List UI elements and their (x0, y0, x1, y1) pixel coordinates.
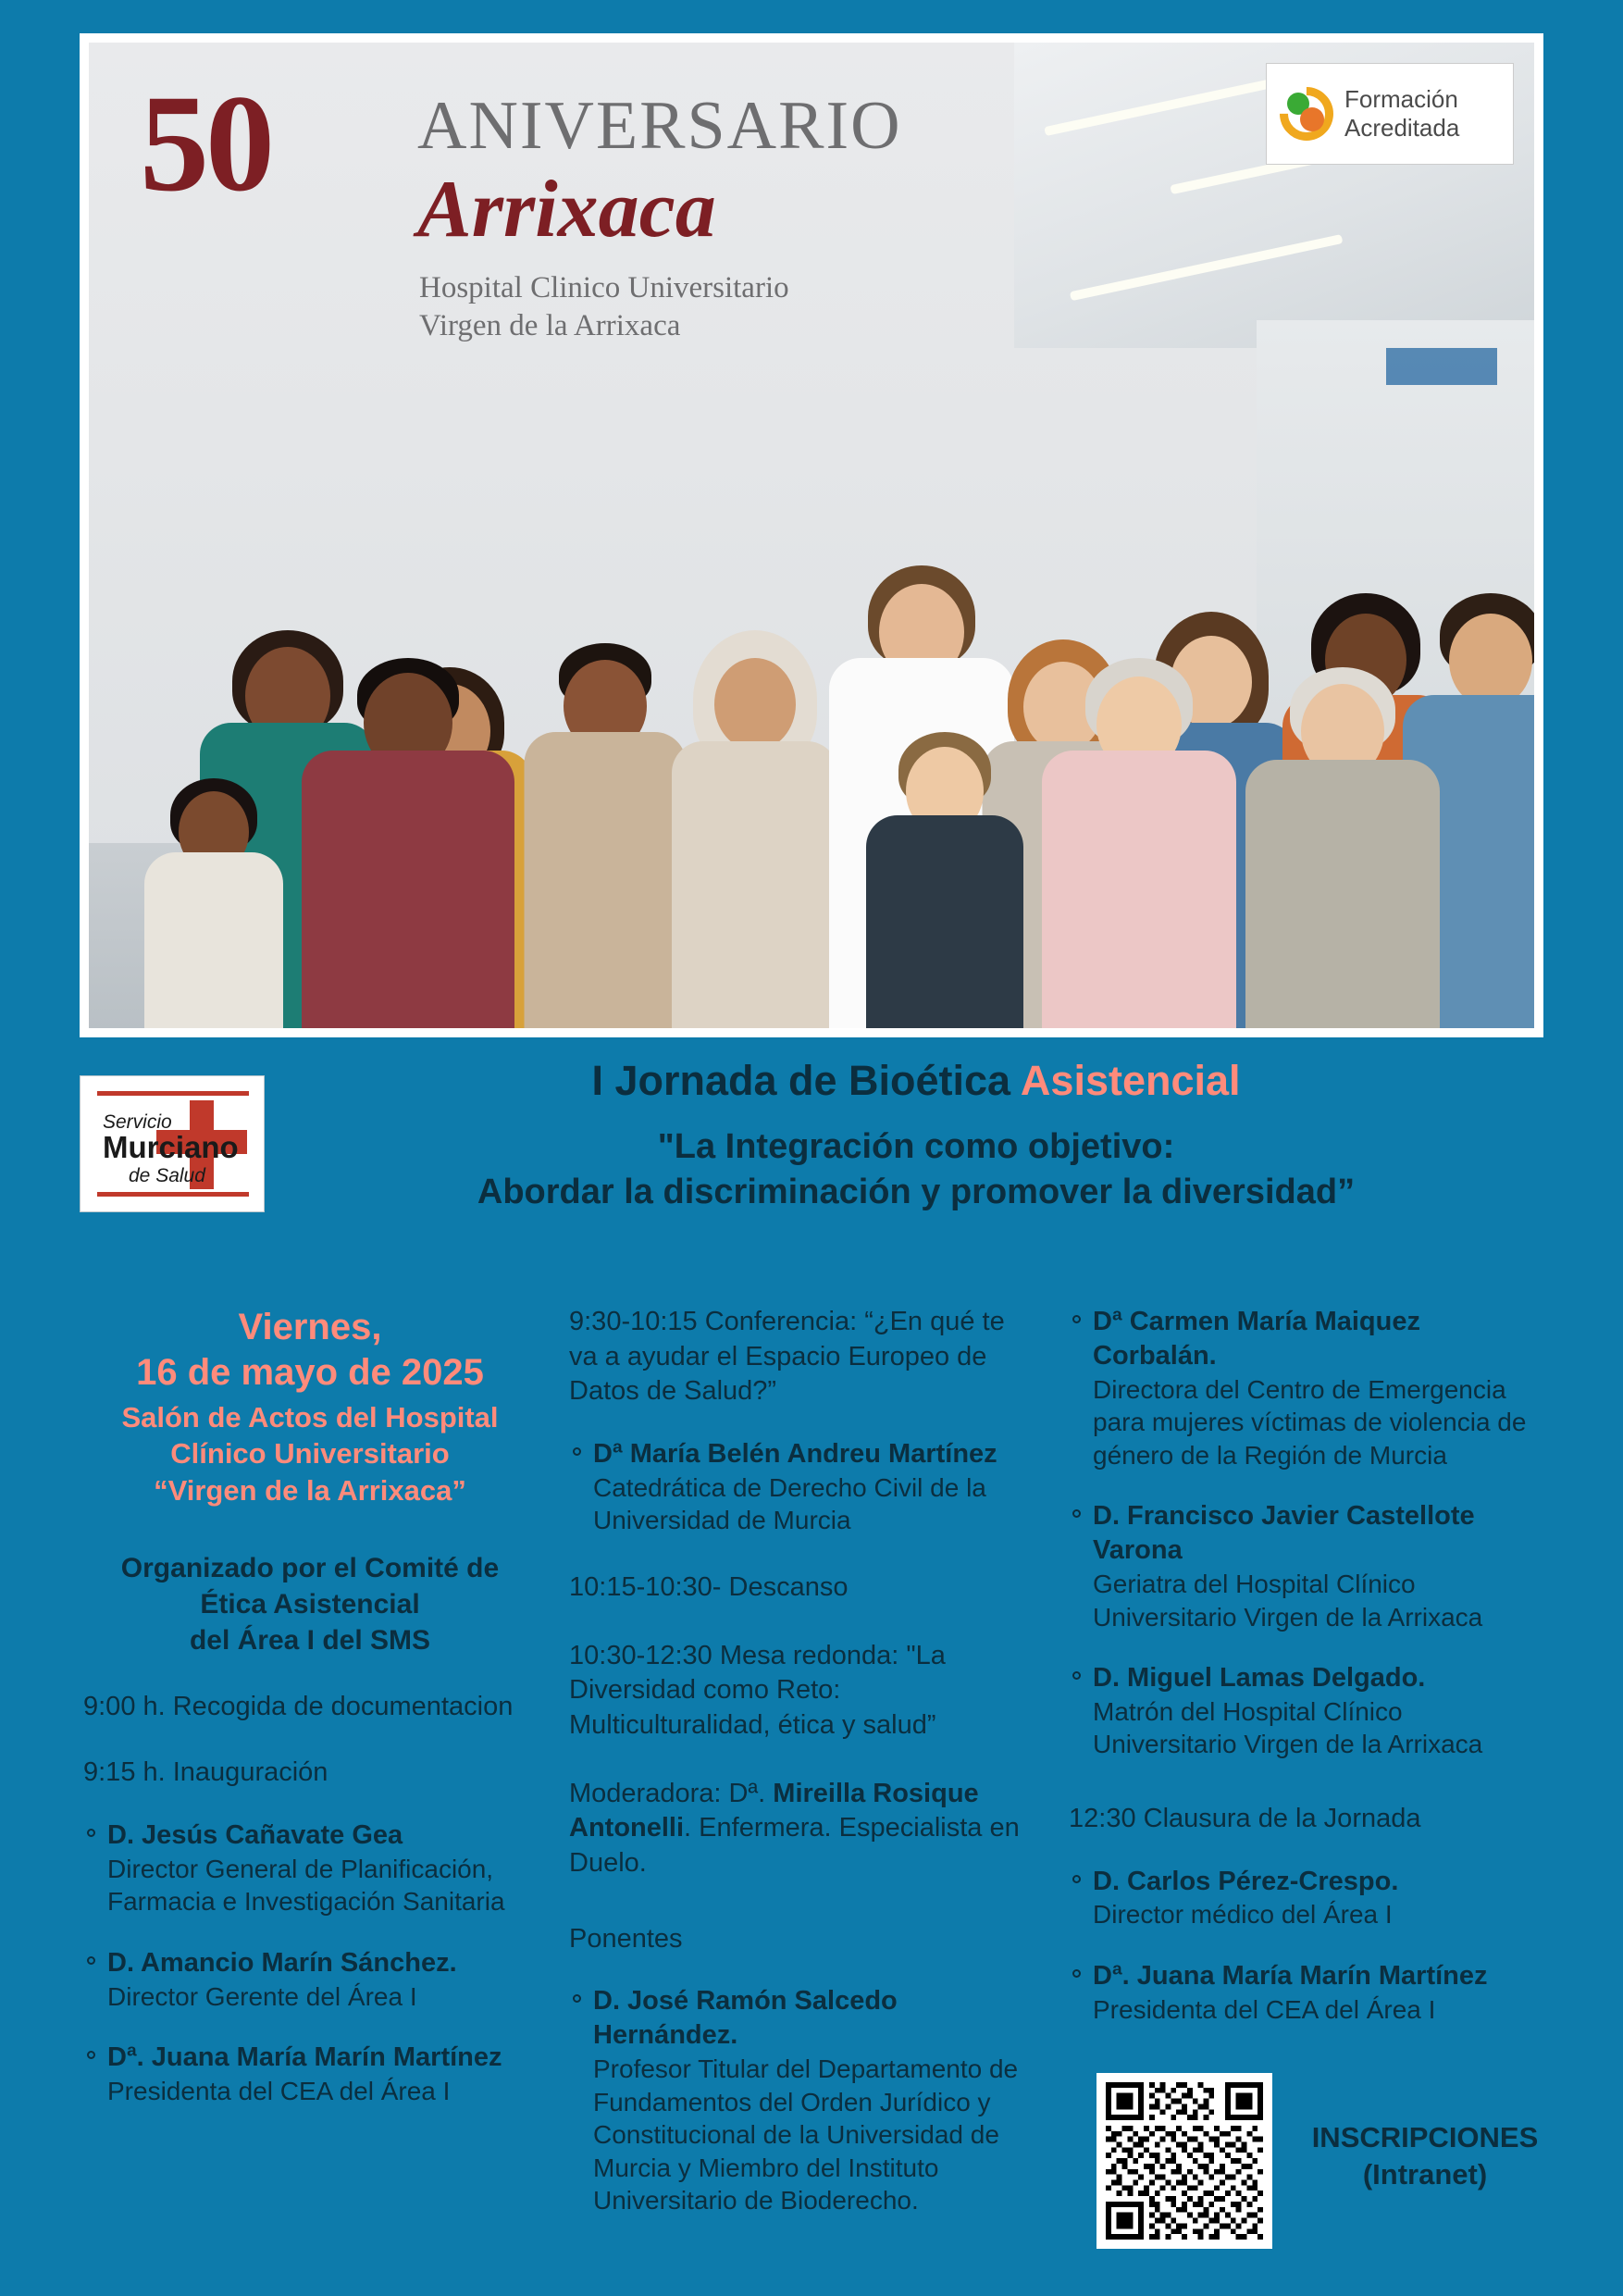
list-item (83, 1946, 537, 2013)
agenda-conference: 9:30-10:15 Conferencia: “¿En qué te va a ayudar el Espacio Europeo de Datos de Salud?” (569, 1307, 1005, 1407)
venue-line3: “Virgen de la Arrixaca” (154, 1473, 466, 1507)
person-senior (1245, 667, 1440, 1028)
anniversary-word: ANIVERSARIO (417, 88, 902, 164)
organizer-line1: Organizado por el Comité de (120, 1552, 500, 1583)
corridor-door (1386, 348, 1497, 385)
page-subtitle (278, 1124, 1555, 1214)
panelists-label: Ponentes (569, 1923, 683, 1954)
list-item (1069, 1959, 1550, 2026)
speaker-name: Dª Carmen María Maiquez Corbalán. (1093, 1307, 1420, 1371)
person (524, 639, 686, 1028)
column-event-info (83, 1305, 537, 2108)
list-item (1069, 1865, 1550, 1931)
venue-line1: Salón de Actos del Hospital (121, 1400, 499, 1433)
person-senior (1042, 658, 1236, 1028)
moderator-prefix: Moderadora: Dª. (569, 1778, 774, 1808)
event-date-line1: Viernes, (238, 1307, 382, 1347)
logo-line-bottom (97, 1192, 249, 1197)
speaker-role: Matrón del Hospital Clínico Universitario Virgen de la Arrixaca (1093, 1696, 1483, 1759)
bullet-icon (87, 2051, 95, 2059)
venue-line2: Clínico Universitario (170, 1437, 450, 1471)
logo-line-top (97, 1091, 249, 1096)
event-venue (83, 1399, 537, 1509)
speaker-role: Catedrática de Derecho Civil de la Universidad de Murcia (593, 1472, 986, 1535)
roundtable-moderator (569, 1777, 1027, 1881)
speaker-name: D. Amancio Marín Sánchez. (107, 1947, 457, 1978)
accreditation-logo-icon (1280, 87, 1333, 141)
sms-logo (80, 1075, 265, 1212)
hospital-full-name (419, 269, 789, 346)
event-date (83, 1305, 537, 1396)
speaker-name: D. Miguel Lamas Delgado. (1093, 1663, 1426, 1694)
moderator-role: . Enfermera. Especialista en Duelo. (569, 1813, 1020, 1879)
organizer-line2: Ética Asistencial (200, 1588, 420, 1620)
sms-word3: de Salud (129, 1165, 205, 1186)
registration-label (1291, 2119, 1559, 2194)
person-child (144, 778, 283, 1028)
page-subtitle-line2: Abordar la discriminación y promover la diversidad” (477, 1172, 1356, 1211)
page-subtitle-line1: "La Integración como objetivo: (657, 1127, 1175, 1166)
list-item (83, 1818, 537, 1918)
speaker-name: D. José Ramón Salcedo Hernández. (593, 1986, 898, 2051)
list-item (569, 1984, 1027, 2216)
speaker-role: Profesor Titular del Departamento de Fundamentos del Orden Jurídico y Constitucional de la Universidad de Murcia y Miembro del Instituto Universitario de Bioderecho. (593, 2054, 1019, 2215)
speaker-name: Dª María Belén Andreu Martínez (593, 1439, 997, 1470)
sms-word2: Murciano (103, 1130, 239, 1164)
agenda-closing: 12:30 Clausura de la Jornada (1069, 1803, 1421, 1833)
list-item (1069, 1661, 1550, 1761)
speaker-role: Geriatra del Hospital Clínico Universitario Virgen de la Arrixaca (1093, 1569, 1483, 1632)
hospital-full-line2: Virgen de la Arrixaca (419, 309, 681, 343)
person (672, 630, 838, 1028)
list-item (1069, 1499, 1550, 1633)
person-child (866, 732, 1023, 1028)
event-date-line2: 16 de mayo de 2025 (136, 1351, 484, 1393)
accreditation-badge (1266, 63, 1514, 165)
bullet-icon (1072, 1315, 1081, 1323)
accreditation-line1: Formación (1344, 85, 1458, 114)
column-program-morning (569, 1305, 1027, 2217)
speaker-role: Director General de Planificación, Farmacia e Investigación Sanitaria (107, 1854, 505, 1917)
speaker-role: Director Gerente del Área I (107, 1981, 417, 2011)
bullet-icon (573, 1447, 581, 1456)
accreditation-line2: Acreditada (1344, 114, 1460, 142)
moderator-name: Mireilla Rosique Antonelli (569, 1778, 979, 1843)
speaker-name: D. Francisco Javier Castellote Varona (1093, 1501, 1475, 1566)
bullet-icon (1072, 1875, 1081, 1883)
bullet-icon (1072, 1671, 1081, 1680)
agenda-item-opening: 9:15 h. Inauguración (83, 1757, 328, 1788)
bullet-icon (573, 1994, 581, 2003)
accreditation-text (1344, 85, 1459, 142)
agenda-break: 10:15-10:30- Descanso (569, 1571, 849, 1602)
page-title-prefix: I Jornada de Bioética (591, 1057, 1021, 1104)
bullet-icon (87, 1956, 95, 1965)
page-title (278, 1057, 1555, 1105)
people-group-photo (89, 380, 1534, 1028)
list-item (569, 1437, 1027, 1537)
speaker-role: Director médico del Área I (1093, 1900, 1393, 1930)
list-item (1069, 1305, 1550, 1471)
speaker-name: Dª. Juana María Marín Martínez (1093, 1961, 1488, 1992)
qr-code[interactable] (1096, 2073, 1272, 2249)
column-program-panelists (1069, 1305, 1550, 2026)
registration-line2: (Intranet) (1362, 2158, 1488, 2191)
hospital-full-line1: Hospital Clinico Universitario (419, 271, 789, 304)
page-title-accent: Asistencial (1020, 1057, 1241, 1104)
registration-line1: INSCRIPCIONES (1311, 2121, 1539, 2153)
anniversary-number: 50 (140, 67, 271, 220)
bullet-icon (87, 1829, 95, 1837)
speaker-role: Presidenta del CEA del Área I (1093, 1994, 1436, 2024)
speaker-name: D. Carlos Pérez-Crespo. (1093, 1866, 1399, 1896)
hospital-short-name: Arrixaca (417, 165, 716, 254)
speaker-name: D. Jesús Cañavate Gea (107, 1819, 403, 1850)
speaker-name: Dª. Juana María Marín Martínez (107, 2042, 502, 2073)
bullet-icon (1072, 1509, 1081, 1518)
bullet-icon (1072, 1969, 1081, 1978)
qr-code-image (1106, 2082, 1263, 2240)
sms-word1: Servicio (103, 1111, 172, 1133)
list-item (83, 2041, 537, 2107)
person-seated (302, 658, 514, 1028)
speaker-role: Presidenta del CEA del Área I (107, 2077, 451, 2106)
agenda-item-registration: 9:00 h. Recogida de documentacion (83, 1691, 514, 1721)
event-organizer (83, 1550, 537, 1658)
hero-image (80, 33, 1543, 1037)
organizer-line3: del Área I del SMS (189, 1624, 431, 1656)
agenda-roundtable: 10:30-12:30 Mesa redonda: "La Diversidad como Reto: Multiculturalidad, ética y salud” (569, 1640, 946, 1741)
speaker-role: Directora del Centro de Emergencia para mujeres víctimas de violencia de género de la Región de Murcia (1093, 1374, 1527, 1470)
